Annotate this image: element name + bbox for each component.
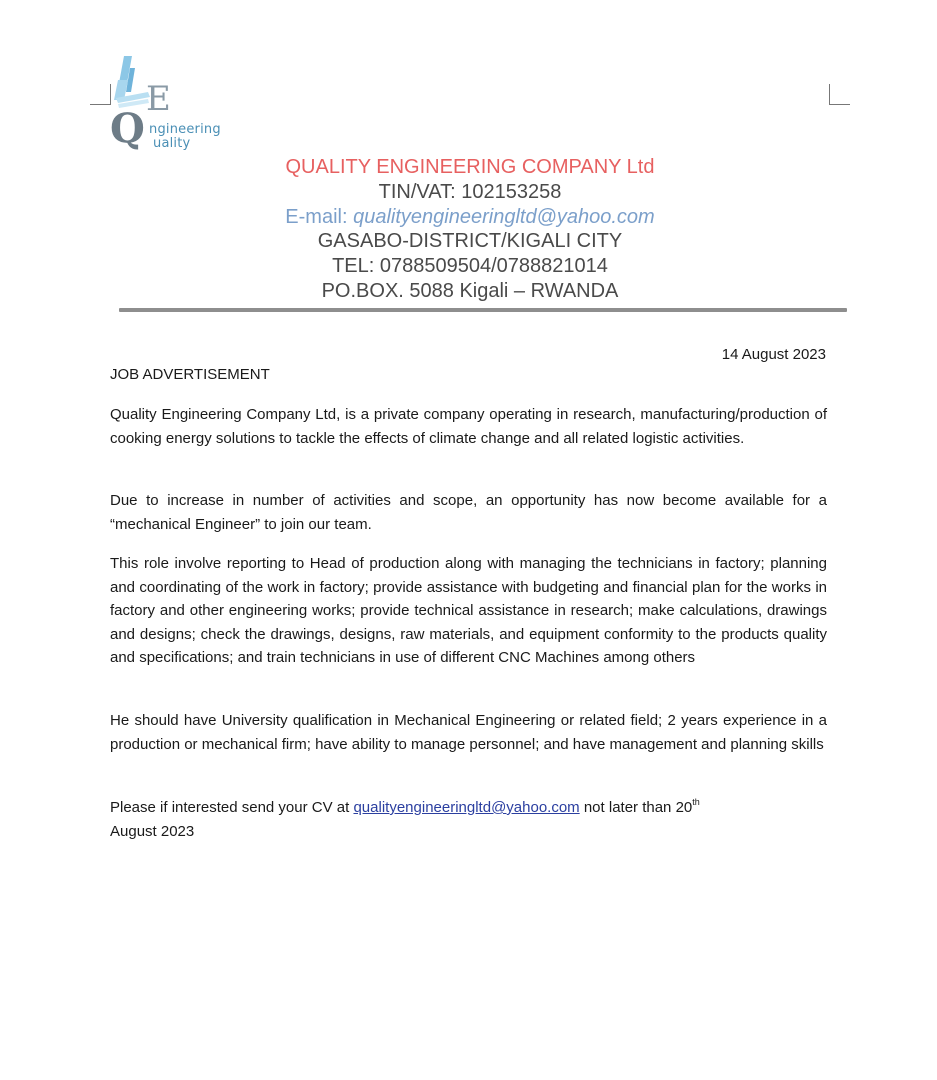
application-text: Please if interested send your CV at (110, 799, 354, 816)
application-deadline-month: August 2023 (110, 822, 195, 840)
email-address: qualityengineeringltd@yahoo.com (353, 205, 655, 228)
paragraph-role: This role involve reporting to Head of production along with managing the technicians in factory; planning and coordinating of the work in factory; provide assistance with budgeting and financial plan for the works in factory and other engineering works; provide technical assistance in research; make calculations, drawings and designs; check the drawings, designs, raw materials, and equipment conformity to the products quality and specifications; and train technicians in use of different CNC Machines among others (110, 555, 827, 667)
paragraph-application (110, 796, 827, 843)
logo-text-quality: uality (153, 136, 191, 151)
company-name: QUALITY ENGINEERING COMPANY Ltd (285, 156, 655, 178)
letter-title: JOB ADVERTISEMENT (110, 366, 270, 383)
email-label: E-mail: (285, 205, 354, 228)
logo-text-engineering: ngineering (149, 122, 221, 137)
paragraph-opportunity: Due to increase in number of activities and scope, an opportunity has now become available for a “mechanical Engineer” to join our team. (110, 492, 827, 533)
header-divider (119, 308, 847, 312)
po-box: PO.BOX. 5088 Kigali – RWANDA (321, 279, 619, 302)
email-line (190, 205, 750, 230)
letterhead (190, 155, 750, 304)
tin-vat: TIN/VAT: 102153258 (378, 180, 562, 203)
paragraph-qualifications: He should have University qualification in Mechanical Engineering or related field; 2 years experience in a production or mechanical firm; have ability to manage personnel; and have management and planning skills (110, 712, 827, 753)
corner-mark-top-right (829, 84, 850, 105)
ordinal-suffix: th (692, 797, 700, 807)
letter-date: 14 August 2023 (721, 346, 826, 363)
paragraph-company-intro: Quality Engineering Company Ltd, is a private company operating in research, manufacturing/production of cooking energy solutions to tackle the effects of climate change and all related logistic activities. (110, 406, 827, 447)
logo-letter-q: Q (110, 105, 145, 152)
district: GASABO-DISTRICT/KIGALI CITY (317, 230, 623, 253)
company-logo (108, 54, 238, 154)
logo-letter-e: E (146, 79, 171, 119)
telephone: TEL: 0788509504/0788821014 (332, 255, 608, 278)
application-deadline-text: not later than 20 (579, 799, 693, 816)
application-email-link[interactable]: qualityengineeringltd@yahoo.com (353, 799, 580, 816)
